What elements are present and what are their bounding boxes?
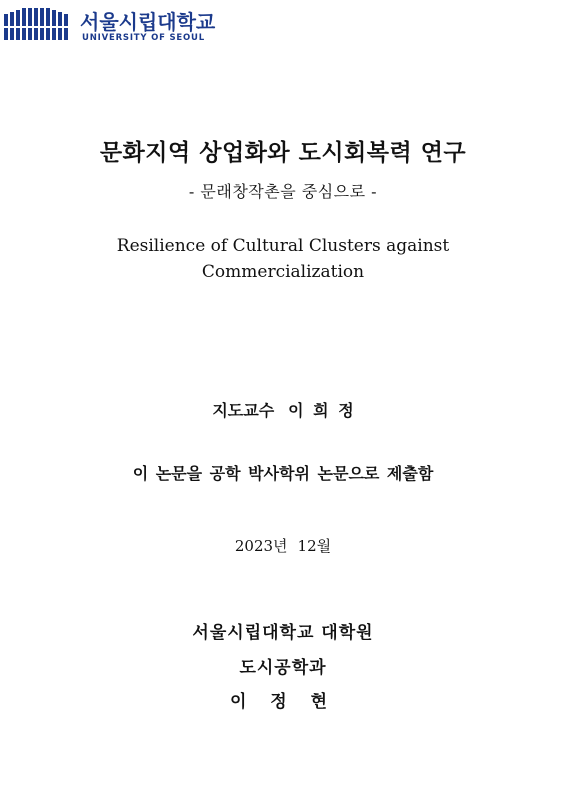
thesis-title-korean: 문화지역 상업화와 도시회복력 연구 — [99, 139, 467, 166]
submission-statement: 이 논문을 공학 박사학위 논문으로 제출함 — [132, 464, 434, 483]
thesis-title-english-line2: Commercialization — [201, 262, 365, 282]
logo-university-name-en: UNIVERSITY OF SEOUL — [82, 33, 205, 43]
university-emblem-icon — [4, 8, 70, 40]
thesis-title-english-line1: Resilience of Cultural Clusters against — [116, 236, 450, 256]
date-month: 12월 — [297, 537, 332, 555]
logo-university-name-ko: 서울시립대학교 — [80, 10, 216, 34]
university-logo — [4, 6, 214, 46]
advisor-label: 지도교수 — [212, 401, 275, 420]
advisor-line — [0, 398, 566, 421]
author-name: 이 정 현 — [229, 692, 337, 712]
advisor-name: 이 희 정 — [288, 401, 354, 420]
graduate-school: 서울시립대학교 대학원 — [192, 623, 374, 643]
thesis-subtitle-korean: - 문래창작촌을 중심으로 - — [188, 182, 378, 201]
date-year: 2023년 — [234, 537, 288, 555]
submission-date — [0, 535, 566, 556]
department: 도시공학과 — [239, 658, 327, 678]
thesis-title-english — [0, 233, 566, 285]
